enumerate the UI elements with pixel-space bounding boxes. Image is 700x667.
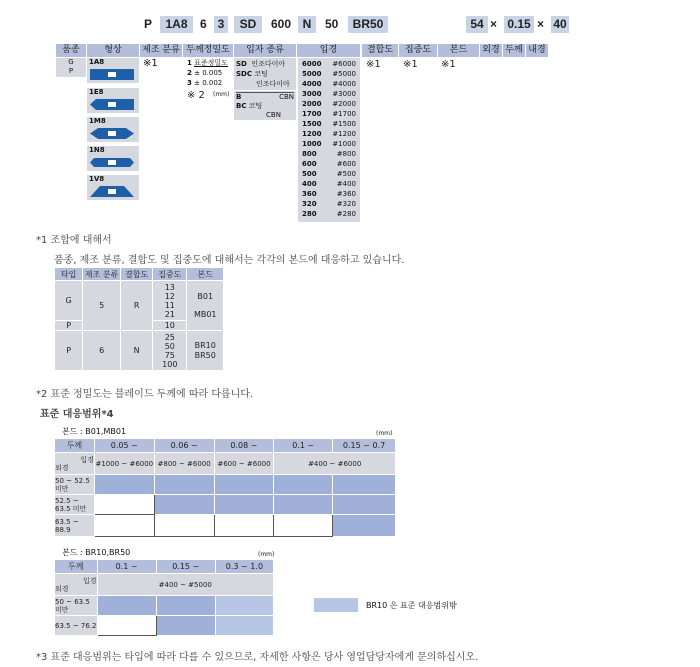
range1-row-3: 63.5 ~ 88.9 bbox=[55, 515, 95, 537]
range1-r3c5 bbox=[333, 515, 396, 537]
header-thick: 두께 bbox=[503, 44, 525, 57]
size-mesh: #600 bbox=[336, 160, 356, 168]
range1-r3c4 bbox=[274, 515, 333, 537]
grain-b-name: CBN bbox=[279, 93, 294, 101]
range1-r1c4 bbox=[274, 475, 333, 495]
note1-title: *1 조합에 대해서 bbox=[36, 235, 112, 246]
shape-1m8 bbox=[87, 117, 139, 142]
range1-unit: (mm) bbox=[376, 430, 393, 437]
code-p: P bbox=[144, 17, 153, 31]
range1-h-thick: 두께 bbox=[55, 439, 95, 453]
size-row bbox=[302, 100, 356, 109]
code-hard: N bbox=[298, 16, 316, 33]
legend-text: BR10 은 표준 대응범위밖 bbox=[366, 601, 457, 610]
range1-r3c3 bbox=[214, 515, 274, 537]
grain-bc-2: CBN bbox=[266, 111, 281, 119]
header-kind: 품종 bbox=[56, 44, 86, 57]
grain-sdc-name: 코팅 bbox=[254, 70, 268, 78]
combo-h-conc: 집중도 bbox=[153, 268, 187, 281]
combo-g-mfg: 5 bbox=[83, 281, 121, 331]
size-row bbox=[302, 60, 356, 69]
size-mesh: #1000 bbox=[332, 140, 356, 148]
size-mesh: #1200 bbox=[332, 130, 356, 138]
size-mesh: #320 bbox=[336, 200, 356, 208]
size-row bbox=[302, 200, 356, 209]
size-code: 320 bbox=[302, 200, 317, 208]
size-row bbox=[302, 210, 356, 219]
grain-sdc-code: SDC bbox=[236, 70, 252, 78]
header-concentration: 집중도 bbox=[399, 44, 437, 57]
size-mesh: #6000 bbox=[332, 60, 356, 68]
mfg-note: ※1 bbox=[143, 58, 158, 69]
shape-1e8-icon bbox=[90, 99, 134, 110]
shape-1a8-label: 1A8 bbox=[89, 58, 105, 66]
combo-p-mfg: 6 bbox=[83, 331, 121, 371]
combo-p-type: P bbox=[55, 331, 83, 371]
size-code: 600 bbox=[302, 160, 317, 168]
size-code: 1700 bbox=[302, 110, 322, 118]
code-size: 600 bbox=[271, 17, 292, 31]
header-od: 외경 bbox=[480, 44, 502, 57]
size-mesh: #360 bbox=[336, 190, 356, 198]
size-row bbox=[302, 90, 356, 99]
code-thickness: 0.15 bbox=[504, 16, 534, 33]
shape-1n8-label: 1N8 bbox=[89, 146, 105, 154]
size-row bbox=[302, 130, 356, 139]
combo-conc-10: 10 bbox=[153, 321, 187, 331]
header-grain: 입자 종류 bbox=[234, 44, 296, 57]
size-mesh: #280 bbox=[336, 210, 356, 218]
size-mesh: #1700 bbox=[332, 110, 356, 118]
code-times1: × bbox=[490, 17, 498, 31]
size-mesh: #3000 bbox=[332, 90, 356, 98]
range1-table bbox=[54, 438, 396, 537]
range1-r1c2 bbox=[154, 475, 214, 495]
size-code: 400 bbox=[302, 180, 317, 188]
combo-conc-21: 21 bbox=[164, 309, 175, 319]
thick-k3: 3 bbox=[187, 79, 192, 87]
combo-g-type: G bbox=[55, 281, 83, 321]
range2-grain: #400 ~ #5000 bbox=[97, 574, 274, 596]
combo-h-mfg: 제조 분류 bbox=[83, 268, 121, 281]
range2-r1c1 bbox=[97, 596, 156, 616]
range1-col-2: 0.06 ~ bbox=[154, 439, 214, 453]
range1-r1c3 bbox=[214, 475, 274, 495]
code-bond: BR50 bbox=[348, 16, 388, 33]
size-code: 6000 bbox=[302, 60, 322, 68]
shape-1a8-icon bbox=[90, 69, 134, 80]
range1-corner bbox=[55, 453, 95, 475]
range2-h-thick: 두께 bbox=[55, 560, 98, 574]
shape-1e8 bbox=[87, 88, 139, 113]
grain-b bbox=[236, 92, 294, 102]
combo-conc-50: 50 bbox=[164, 341, 175, 351]
range1-r2c3 bbox=[214, 495, 274, 515]
combo-bond-br10: BR10 bbox=[194, 340, 216, 350]
range2-r2c1 bbox=[97, 616, 156, 636]
note1-body: 품종, 제조 분류, 결합도 및 집중도에 대해서는 각각의 본드에 대응하고 있습니다. bbox=[54, 255, 405, 266]
range2-corner bbox=[55, 574, 98, 596]
range1-grain-4: #400 ~ #6000 bbox=[274, 453, 396, 475]
range1-col-1: 0.05 ~ bbox=[94, 439, 154, 453]
range2-col-2: 0.15 ~ bbox=[156, 560, 215, 574]
combo-p-conc bbox=[153, 331, 187, 371]
combo-h-bond: 본드 bbox=[187, 268, 224, 281]
size-row bbox=[302, 120, 356, 129]
code-id: 40 bbox=[551, 16, 569, 33]
size-mesh: #1500 bbox=[332, 120, 356, 128]
size-mesh: #500 bbox=[336, 170, 356, 178]
thick-row-2 bbox=[187, 69, 222, 78]
size-code: 360 bbox=[302, 190, 317, 198]
size-code: 280 bbox=[302, 210, 317, 218]
code-times2: × bbox=[537, 17, 545, 31]
header-thickness: 두께정밀도 bbox=[183, 44, 233, 57]
range1-grain-2: #800 ~ #6000 bbox=[154, 453, 214, 475]
code-mfg: 6 bbox=[200, 17, 207, 31]
thick-row-3 bbox=[187, 79, 222, 88]
shape-1v8 bbox=[87, 175, 139, 200]
kind-column bbox=[56, 58, 86, 77]
thick-k2: 2 bbox=[187, 69, 192, 77]
thick-v1: 표준정밀도 bbox=[194, 59, 228, 67]
range2-row-1: 50 ~ 63.5 미만 bbox=[55, 596, 98, 616]
code-grain: SD bbox=[234, 16, 262, 33]
combo-conc-13: 13 bbox=[164, 282, 175, 292]
size-row bbox=[302, 80, 356, 89]
combo-p-row-type: P bbox=[55, 321, 83, 331]
shape-1m8-label: 1M8 bbox=[89, 117, 106, 125]
size-mesh: #4000 bbox=[332, 80, 356, 88]
range1-r1c1 bbox=[94, 475, 154, 495]
size-code: 1500 bbox=[302, 120, 322, 128]
range2-grain-label: 입경 bbox=[82, 576, 97, 585]
combo-conc-75: 75 bbox=[164, 350, 175, 360]
code-shape: 1A8 bbox=[160, 16, 193, 33]
shape-1e8-label: 1E8 bbox=[89, 88, 104, 96]
range1-r2c1 bbox=[94, 495, 154, 515]
thick-unit: (mm) bbox=[213, 91, 230, 98]
shape-1v8-label: 1V8 bbox=[89, 175, 105, 183]
note3-footer: *3 표준 대응범위는 타입에 따라 다를 수 있으므로, 자세한 사항은 당사 영업담당자에게 문의하십시오. bbox=[36, 652, 479, 663]
size-mesh: #5000 bbox=[332, 70, 356, 78]
code-conc: 50 bbox=[325, 17, 339, 31]
grain-bc bbox=[236, 102, 262, 111]
range1-col-5: 0.15 ~ 0.7 bbox=[333, 439, 396, 453]
header-mfg: 제조 분류 bbox=[140, 44, 182, 57]
combo-g-conc bbox=[153, 281, 187, 321]
range1-bond-value: : B01,MB01 bbox=[80, 427, 127, 436]
combo-p-hard: N bbox=[121, 331, 153, 371]
combo-h-hard: 결합도 bbox=[121, 268, 153, 281]
thick-v3: ± 0.002 bbox=[194, 79, 223, 87]
thick-note: ※ 2 bbox=[187, 90, 205, 101]
combo-h-type: 타입 bbox=[55, 268, 83, 281]
shape-1v8-icon bbox=[90, 186, 134, 197]
header-bond: 본드 bbox=[438, 44, 479, 57]
range1-grain-label: 입경 bbox=[80, 455, 94, 464]
range-title: 표준 대응범위*4 bbox=[40, 409, 114, 420]
size-row bbox=[302, 170, 356, 179]
range2-col-3: 0.3 ~ 1.0 bbox=[215, 560, 273, 574]
range1-col-4: 0.1 ~ bbox=[274, 439, 333, 453]
size-row bbox=[302, 110, 356, 119]
range2-r2c3 bbox=[215, 616, 273, 636]
combo-conc-11: 11 bbox=[164, 300, 175, 310]
combo-bond-b01: B01 bbox=[197, 291, 214, 301]
conc-note: ※1 bbox=[403, 59, 418, 70]
range1-bond-label: 본드 bbox=[62, 427, 78, 436]
grain-sdc bbox=[236, 70, 268, 79]
grain-sd bbox=[236, 60, 285, 69]
range1-row-1: 50 ~ 52.5 미만 bbox=[55, 475, 95, 495]
range1-r2c5 bbox=[333, 495, 396, 515]
kind-p: P bbox=[68, 67, 74, 75]
range2-unit: (mm) bbox=[258, 551, 275, 558]
thick-k1: 1 bbox=[187, 59, 192, 67]
combo-table bbox=[54, 267, 224, 371]
combo-conc-12: 12 bbox=[164, 291, 175, 301]
range2-bond-label: 본드 bbox=[62, 548, 78, 557]
grain-sd-name: 인조다이아 bbox=[251, 60, 286, 68]
range2-table bbox=[54, 559, 274, 636]
size-row bbox=[302, 140, 356, 149]
range1-r2c2 bbox=[154, 495, 214, 515]
range1-r1c5 bbox=[333, 475, 396, 495]
size-code: 4000 bbox=[302, 80, 322, 88]
range1-grain-1: #1000 ~ #6000 bbox=[94, 453, 154, 475]
code-od: 54 bbox=[466, 16, 488, 33]
size-code: 2000 bbox=[302, 100, 322, 108]
thick-v2: ± 0.005 bbox=[194, 69, 223, 77]
size-row bbox=[302, 160, 356, 169]
header-hardness: 결합도 bbox=[362, 44, 398, 57]
grain-b-code: B bbox=[236, 93, 242, 101]
note2: *2 표준 정밀도는 블레이드 두께에 따라 다릅니다. bbox=[36, 389, 254, 400]
size-code: 3000 bbox=[302, 90, 322, 98]
code-thick: 3 bbox=[214, 16, 228, 33]
range2-r1c2 bbox=[156, 596, 215, 616]
kind-g: G bbox=[68, 58, 74, 66]
combo-g-hard: R bbox=[121, 281, 153, 331]
header-shape: 형상 bbox=[87, 44, 139, 57]
size-code: 5000 bbox=[302, 70, 322, 78]
shape-1m8-icon bbox=[90, 128, 134, 139]
hard-note: ※1 bbox=[366, 59, 381, 70]
range2-r2c2 bbox=[156, 616, 215, 636]
bond-note: ※1 bbox=[441, 59, 456, 70]
header-size: 입경 bbox=[297, 44, 360, 57]
size-code: 800 bbox=[302, 150, 317, 158]
shape-1a8 bbox=[87, 58, 139, 83]
grain-sdc-2: 인조다이아 bbox=[256, 80, 290, 88]
grain-bc-name: 코팅 bbox=[248, 102, 263, 110]
grain-sd-code: SD bbox=[236, 60, 247, 68]
range2-bond-value: : BR10,BR50 bbox=[80, 548, 131, 557]
combo-conc-25: 25 bbox=[164, 332, 175, 342]
size-mesh: #2000 bbox=[332, 100, 356, 108]
range2-od-label: 외경 bbox=[55, 584, 69, 593]
combo-conc-100: 100 bbox=[162, 359, 178, 369]
grain-bc-code: BC bbox=[236, 102, 247, 110]
legend-swatch bbox=[314, 598, 358, 612]
shape-1n8-icon bbox=[90, 157, 134, 168]
range2-bond bbox=[62, 548, 130, 557]
range1-r3c1 bbox=[94, 515, 154, 537]
combo-bond-mb01: MB01 bbox=[193, 309, 217, 319]
range2-col-1: 0.1 ~ bbox=[97, 560, 156, 574]
combo-p-bond bbox=[187, 331, 224, 371]
range2-row-2: 63.5 ~ 76.2 bbox=[55, 616, 98, 636]
range1-od-label: 외경 bbox=[55, 463, 69, 472]
range1-col-3: 0.08 ~ bbox=[214, 439, 274, 453]
thick-row-1 bbox=[187, 59, 228, 68]
range1-r2c4 bbox=[274, 495, 333, 515]
size-mesh: #400 bbox=[336, 180, 356, 188]
size-code: 1200 bbox=[302, 130, 322, 138]
size-row bbox=[302, 70, 356, 79]
shape-1n8 bbox=[87, 146, 139, 171]
header-id: 내경 bbox=[526, 44, 548, 57]
range2-r1c3 bbox=[215, 596, 273, 616]
range1-r3c2 bbox=[154, 515, 214, 537]
combo-g-bond bbox=[187, 281, 224, 331]
range1-row-2: 52.5 ~ 63.5 미만 bbox=[55, 495, 95, 515]
range1-bond bbox=[62, 427, 126, 436]
range1-grain-3: #600 ~ #6000 bbox=[214, 453, 274, 475]
size-row bbox=[302, 150, 356, 159]
size-code: 500 bbox=[302, 170, 317, 178]
size-mesh: #800 bbox=[336, 150, 356, 158]
size-row bbox=[302, 180, 356, 189]
size-row bbox=[302, 190, 356, 199]
combo-bond-br50: BR50 bbox=[194, 350, 216, 360]
size-code: 1000 bbox=[302, 140, 322, 148]
